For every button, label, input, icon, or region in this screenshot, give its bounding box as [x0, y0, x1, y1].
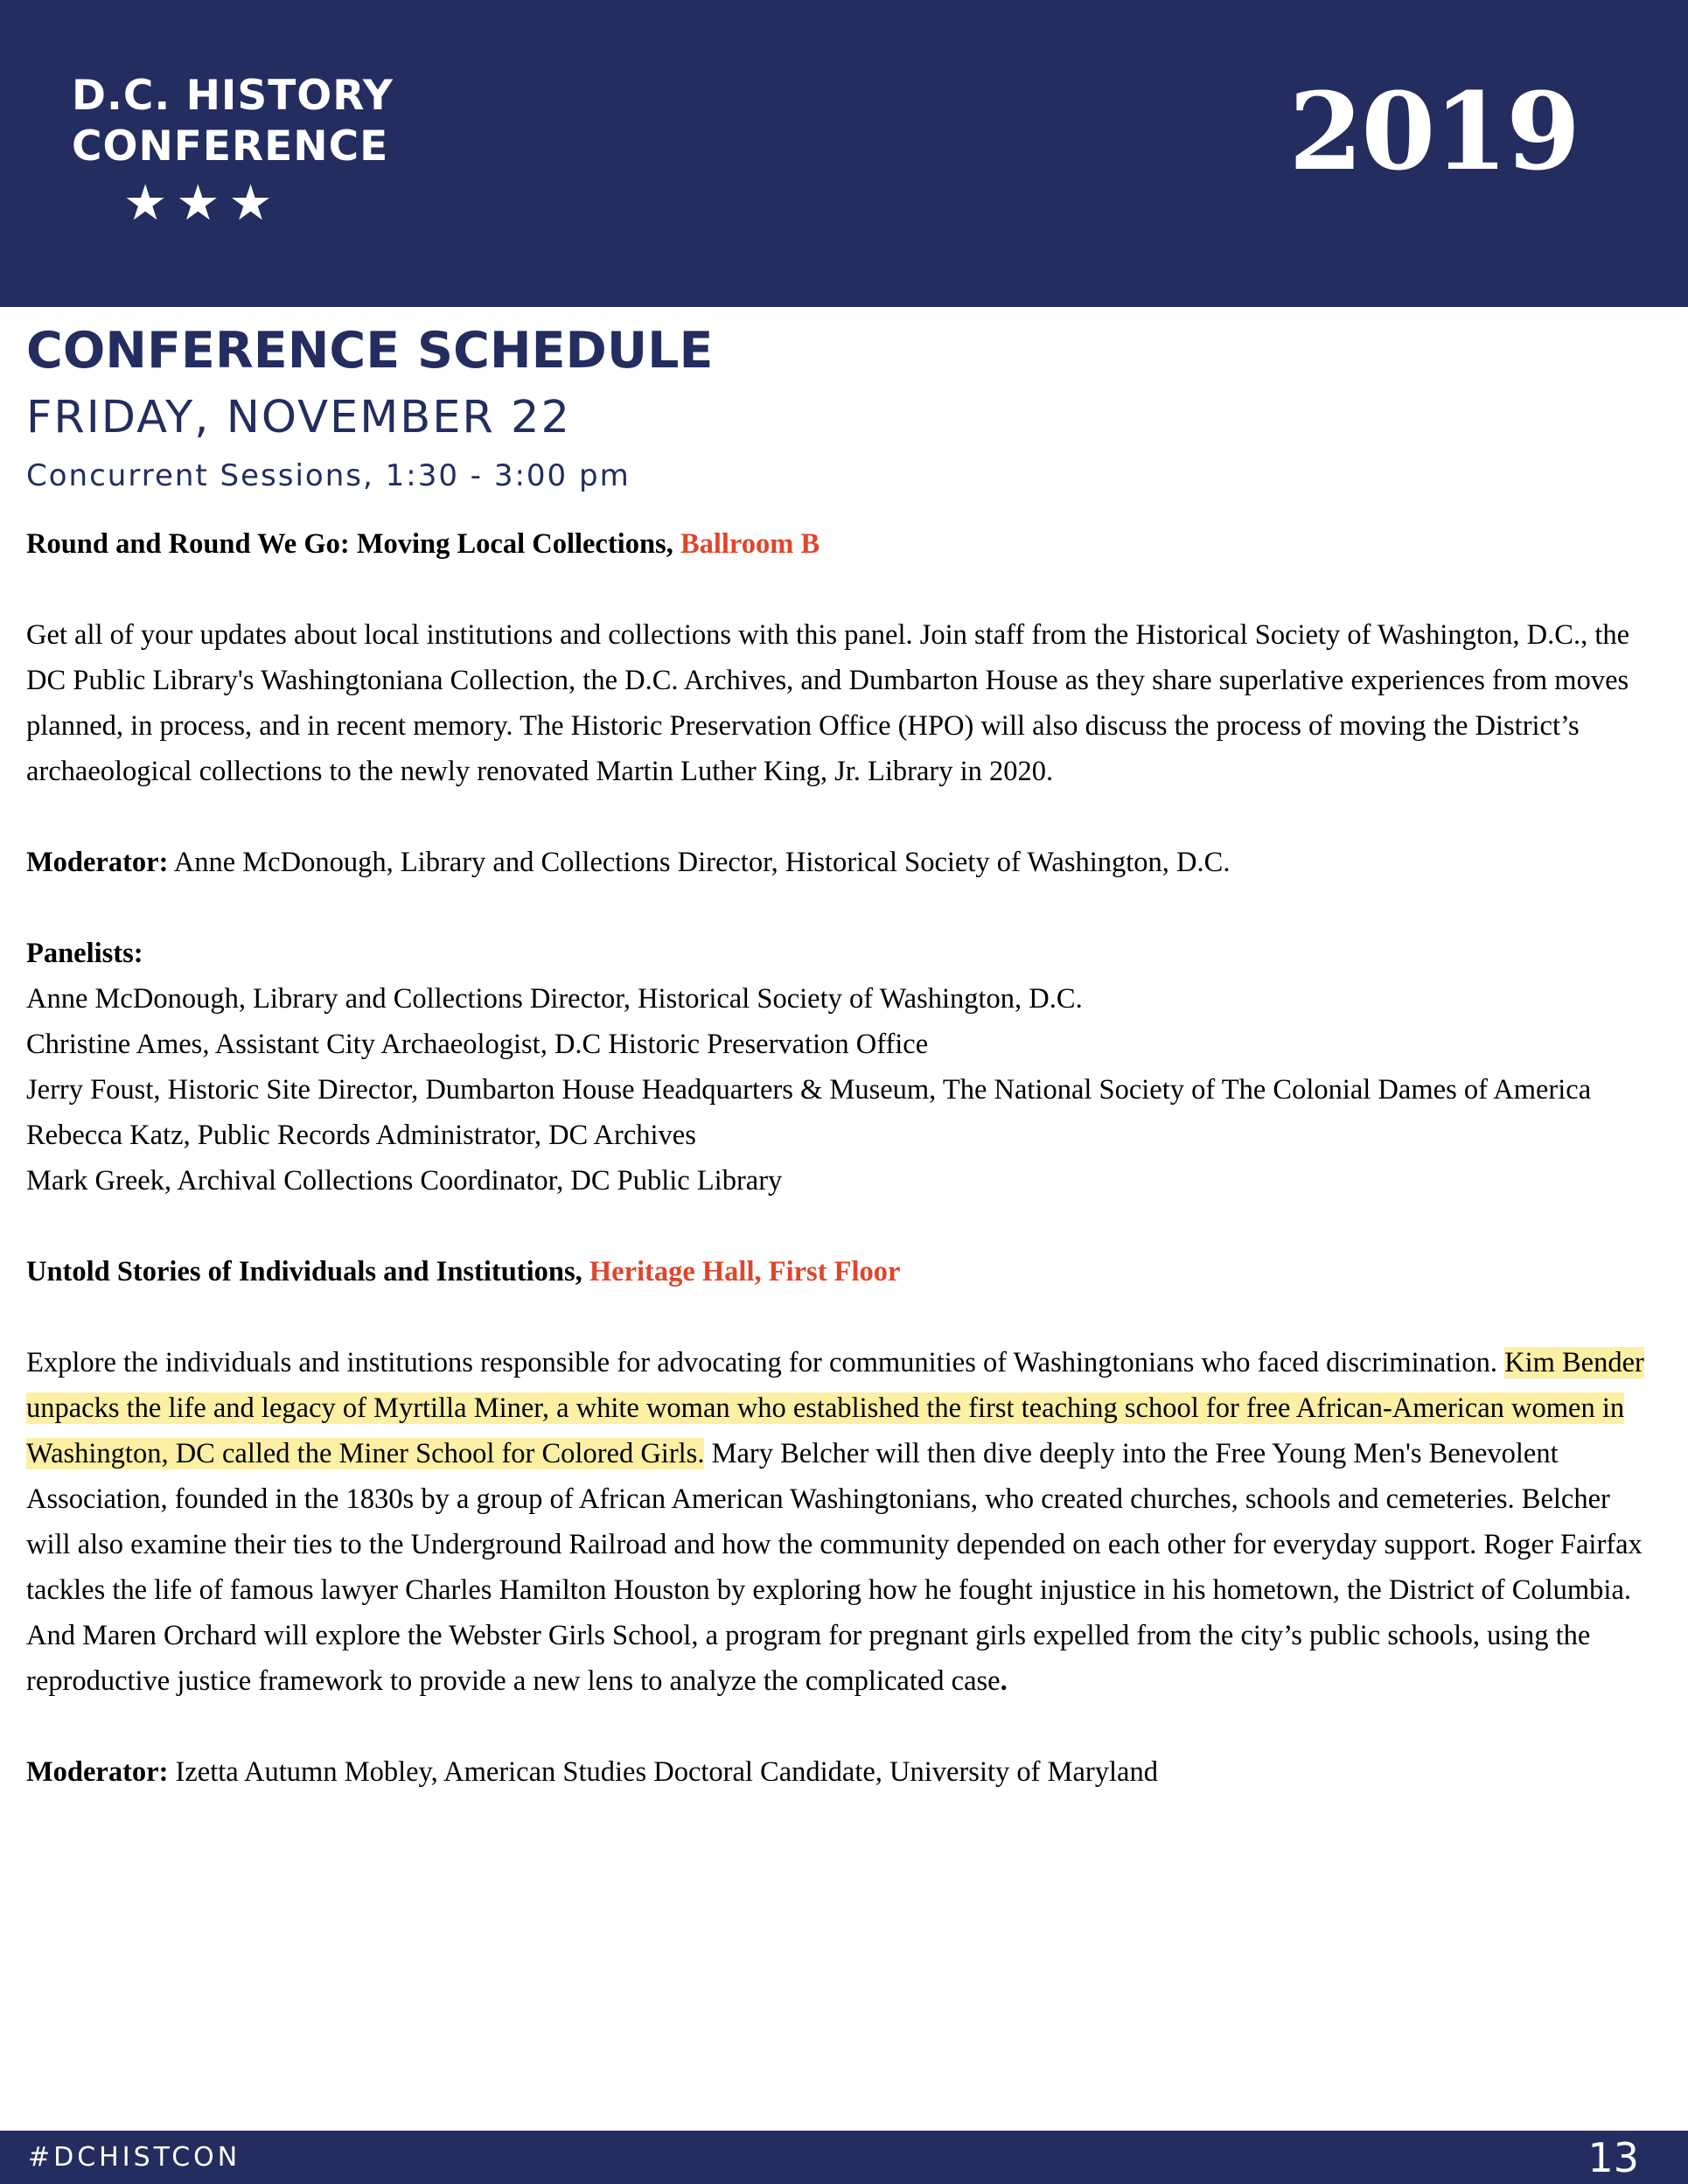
highlighted-text: Kim Bender unpacks the life and legacy of Myrtilla Miner, a white woman who established the first teaching school for free African-American women in Washington, DC called the Miner School for Colored Girls.: [26, 1347, 1644, 1469]
description-rest: Mary Belcher will then dive deeply into the Free Young Men's Benevolent Association, founded in the 1830s by a group of African American Washingtonians, who created churches, schools and cemeteries. Belcher will also examine their ties to the Underground Railroad and how the community depended on each other for everyday support. Roger Fairfax tackles the life of famous lawyer Charles Hamilton Houston by exploring how he fought injustice in his hometown, the District of Columbia. And Maren Orchard will explore the Webster Girls School, a program for pregnant girls expelled from the city’s public schools, using the reproductive justice framework to provide a new lens to analyze the complicated case: [26, 1438, 1643, 1697]
footer-bar: [0, 2131, 1688, 2184]
panelists-label: Panelists:: [26, 938, 143, 969]
session-2-title: Untold Stories of Individuals and Institutions,: [26, 1256, 582, 1287]
moderator-label: Moderator:: [26, 1756, 169, 1788]
session-time: Concurrent Sessions, 1:30 - 3:00 pm: [26, 458, 631, 493]
page-title: CONFERENCE SCHEDULE: [26, 322, 714, 380]
panelist-item: Anne McDonough, Library and Collections Director, Historical Society of Washington, D.C.: [26, 983, 1083, 1015]
session-1-room: Ballroom B: [680, 528, 820, 560]
session-1-moderator: [26, 840, 1653, 885]
moderator-name: Izetta Autumn Mobley, American Studies Doctoral Candidate, University of Maryland: [175, 1756, 1158, 1788]
session-1-title: Round and Round We Go: Moving Local Collections,: [26, 528, 673, 560]
session-2-moderator: [26, 1749, 1653, 1795]
description-intro: Explore the individuals and institutions responsible for advocating for communities of Washingtonians who faced discrimination.: [26, 1347, 1497, 1378]
session-2-description: [26, 1340, 1653, 1704]
panelist-item: Jerry Foust, Historic Site Director, Dumbarton House Headquarters & Museum, The National Society of The Colonial Dames of America: [26, 1074, 1592, 1106]
description-end: .: [1000, 1665, 1008, 1697]
session-2-room: Heritage Hall, First Floor: [589, 1256, 901, 1287]
session-1-heading: [26, 521, 1653, 567]
header-banner: [0, 0, 1688, 307]
session-2-heading: [26, 1249, 1653, 1294]
schedule-date: FRIDAY, NOVEMBER 22: [26, 392, 571, 443]
logo-line-1: D.C. HISTORY: [72, 72, 394, 120]
page-number: 13: [1587, 2134, 1639, 2181]
conference-year: 2019: [1288, 68, 1579, 194]
moderator-label: Moderator:: [26, 847, 169, 878]
moderator-name: Anne McDonough, Library and Collections Director, Historical Society of Washington, D.C.: [173, 847, 1231, 878]
schedule-content: [26, 521, 1653, 1840]
logo-line-2: CONFERENCE: [72, 122, 389, 171]
panelist-item: Rebecca Katz, Public Records Administrator, DC Archives: [26, 1120, 696, 1151]
logo-stars-icon: ★★★: [123, 175, 282, 232]
panelist-item: Christine Ames, Assistant City Archaeologist, D.C Historic Preservation Office: [26, 1029, 929, 1060]
panelist-item: Mark Greek, Archival Collections Coordinator, DC Public Library: [26, 1165, 783, 1197]
footer-hashtag: #DCHISTCON: [28, 2142, 241, 2173]
session-1-description: Get all of your updates about local institutions and collections with this panel. Join staff from the Historical Society of Washington, D.C., the DC Public Library's Washingtoniana Collection, the D.C. Archives, and Dumbarton House as they share superlative experiences from moves planned, in process, and in recent memory. The Historic Preservation Office (HPO) will also discuss the process of moving the District’s archaeological collections to the newly renovated Martin Luther King, Jr. Library in 2020.: [26, 619, 1630, 787]
